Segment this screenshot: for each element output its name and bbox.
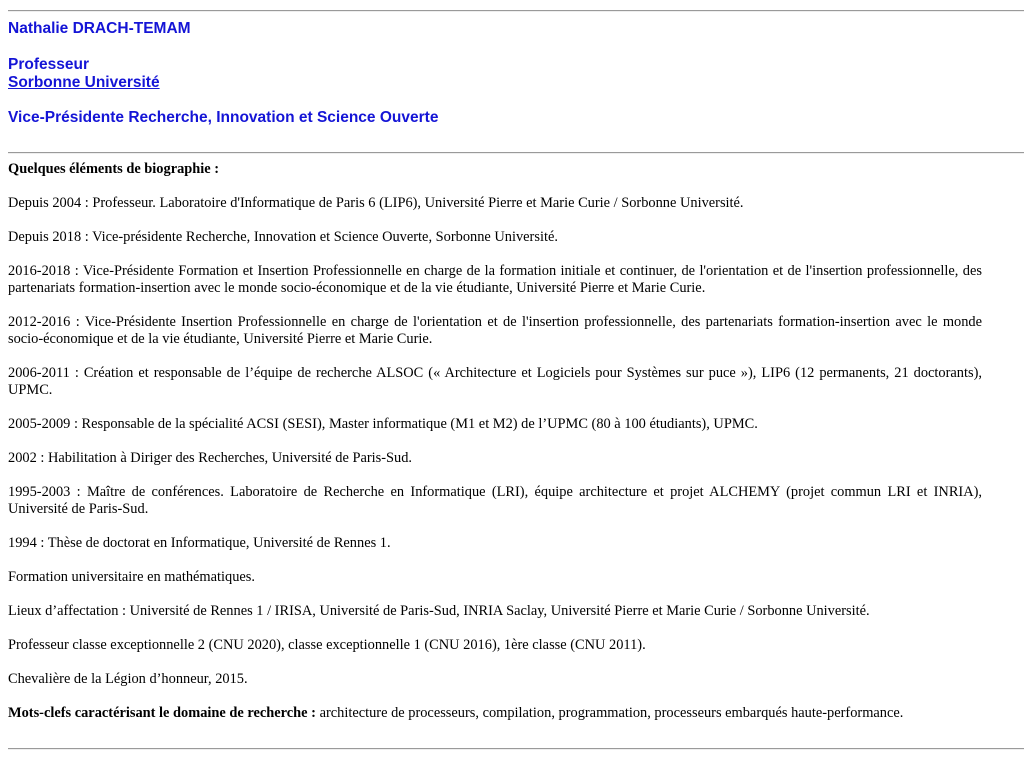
bio-entry: 2006-2011 : Création et responsable de l’équipe de recherche ALSOC (« Architecture et Logiciels pour Systèmes sur puce »), LIP6 (12 permanents, 21 doctorants), UPMC. [8, 365, 982, 398]
bio-entry: 2016-2018 : Vice-Présidente Formation et Insertion Professionnelle en charge de la formation initiale et continuer, de l'orientation et de l'insertion professionnelle, des partenariats formation-insertion avec le monde socio-économique et de la vie étudiante, Université Pierre et Marie Curie. [8, 263, 982, 296]
bio-entry: Formation universitaire en mathématiques. [8, 569, 255, 585]
keywords-text: architecture de processeurs, compilation, programmation, processeurs embarqués haute-performance. [315, 705, 904, 721]
bottom-divider [8, 748, 1024, 750]
bio-heading: Quelques éléments de biographie : [8, 161, 220, 177]
keywords-label: Mots-clefs caractérisant le domaine de recherche : [8, 705, 316, 721]
bio-entry: 2005-2009 : Responsable de la spécialité ACSI (SESI), Master informatique (M1 et M2) de l’UPMC (80 à 100 étudiants), UPMC. [8, 416, 758, 432]
bio-entry: 2012-2016 : Vice-Présidente Insertion Professionnelle en charge de l'orientation et de l'insertion professionnelle, des partenariats formation-insertion avec le monde socio-économique et de la vie étudiante, Université Pierre et Marie Curie. [8, 314, 982, 347]
person-title: Professeur [8, 56, 89, 73]
bio-entry: Professeur classe exceptionnelle 2 (CNU 2020), classe exceptionnelle 1 (CNU 2016), 1ère classe (CNU 2011). [8, 637, 646, 653]
bio-entry: Lieux d’affectation : Université de Rennes 1 / IRISA, Université de Paris-Sud, INRIA Saclay, Université Pierre et Marie Curie / Sorbonne Université. [8, 603, 870, 619]
bio-entry: 2002 : Habilitation à Diriger des Recherches, Université de Paris-Sud. [8, 450, 413, 466]
bio-entry: Chevalière de la Légion d’honneur, 2015. [8, 671, 248, 687]
header-divider [8, 152, 1024, 154]
person-role: Vice-Présidente Recherche, Innovation et Science Ouverte [8, 109, 439, 126]
bio-entry: Depuis 2018 : Vice-présidente Recherche, Innovation et Science Ouverte, Sorbonne Université. [8, 229, 558, 245]
university-link[interactable]: Sorbonne Université [8, 74, 160, 91]
top-divider [8, 10, 1024, 12]
bio-entry: Depuis 2004 : Professeur. Laboratoire d'Informatique de Paris 6 (LIP6), Université Pierre et Marie Curie / Sorbonne Université. [8, 195, 744, 211]
bio-entry: 1994 : Thèse de doctorat en Informatique, Université de Rennes 1. [8, 535, 391, 551]
bio-entry: 1995-2003 : Maître de conférences. Laboratoire de Recherche en Informatique (LRI), équipe architecture et projet ALCHEMY (projet commun LRI et INRIA), Université de Paris-Sud. [8, 484, 982, 517]
person-name: Nathalie DRACH-TEMAM [8, 20, 191, 37]
research-keywords [8, 705, 982, 722]
